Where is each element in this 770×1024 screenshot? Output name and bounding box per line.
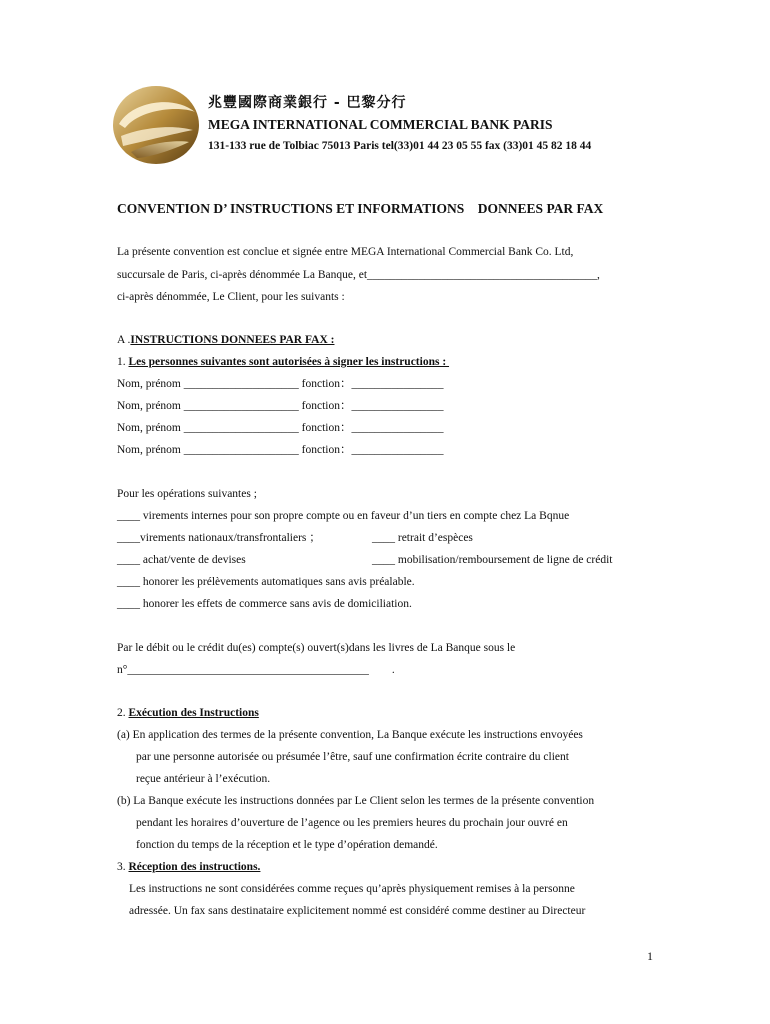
intro-line-3: ci-après dénommée, Le Client, pour les suivants : <box>117 291 345 303</box>
item-1-heading <box>117 355 449 369</box>
section-3-line: adressée. Un fax sans destinataire explicitement nommé est considéré comme destiner au Directeur <box>129 905 586 917</box>
section-3-heading <box>117 860 260 874</box>
item-1-title: Les personnes suivantes sont autorisées à signer les instructions : <box>128 356 450 368</box>
section-2-heading <box>117 706 259 720</box>
operation-item-right: ____ retrait d’espèces <box>372 532 473 544</box>
operations-intro: Pour les opérations suivantes ; <box>117 488 257 500</box>
intro-line-2: succursale de Paris, ci-après dénommée La Banque, et________________________________________, <box>117 269 600 281</box>
account-line-1: Par le débit ou le crédit du(es) compte(s) ouvert(s)dans les livres de La Banque sous le <box>117 642 516 654</box>
operation-item: ____virements nationaux/transfrontaliers ； <box>117 532 321 544</box>
operation-item: ____ virements internes pour son propre compte ou en faveur d’un tiers en compte chez La Bqnue <box>117 510 570 522</box>
bank-name-chinese: 兆豐國際商業銀行 - 巴黎分行 <box>208 95 407 111</box>
signer-line: Nom, prénom ____________________ fonction：________________ <box>117 400 444 412</box>
bank-logo-icon <box>111 84 201 166</box>
operation-item: ____ honorer les effets de commerce sans avis de domiciliation. <box>117 598 412 610</box>
section-2-line: (b) La Banque exécute les instructions données par Le Client selon les termes de la présente convention <box>117 795 595 807</box>
operation-item-right: ____ mobilisation/remboursement de ligne de crédit <box>372 554 613 566</box>
signer-line: Nom, prénom ____________________ fonction：________________ <box>117 378 444 390</box>
bank-name-english: MEGA INTERNATIONAL COMMERCIAL BANK PARIS <box>208 117 553 132</box>
section-2-prefix: 2. <box>117 707 129 719</box>
section-a-title: INSTRUCTIONS DONNEES PAR FAX : <box>130 334 335 346</box>
section-2-line: (a) En application des termes de la présente convention, La Banque exécute les instructions envoyées <box>117 729 583 741</box>
page-number: 1 <box>647 949 653 963</box>
section-3-prefix: 3. <box>117 861 129 873</box>
section-2-line: fonction du temps de la réception et le type d’opération demandé. <box>136 839 438 851</box>
section-3-line: Les instructions ne sont considérées comme reçues qu’après physiquement remises à la personne <box>129 883 575 895</box>
operation-item: ____ achat/vente de devises <box>117 554 246 566</box>
document-title: CONVENTION D’ INSTRUCTIONS ET INFORMATIONS DONNEES PAR FAX <box>117 201 604 216</box>
section-a-prefix: A . <box>117 334 131 346</box>
item-1-prefix: 1. <box>117 356 129 368</box>
operation-item: ____ honorer les prélèvements automatiques sans avis préalable. <box>117 576 415 588</box>
section-2-title: Exécution des Instructions <box>128 707 259 719</box>
bank-address: 131-133 rue de Tolbiac 75013 Paris tel(33)01 44 23 05 55 fax (33)01 45 82 18 44 <box>208 140 592 152</box>
signer-line: Nom, prénom ____________________ fonction：________________ <box>117 444 444 456</box>
section-2-line: par une personne autorisée ou présumée l’être, sauf une confirmation écrite contraire du client <box>136 751 569 763</box>
section-2-line: pendant les horaires d’ouverture de l’agence ou les premiers heures du prochain jour ouvré en <box>136 817 568 829</box>
account-line-2: n°__________________________________________ . <box>117 664 395 676</box>
signer-line: Nom, prénom ____________________ fonction：________________ <box>117 422 444 434</box>
section-a-heading <box>117 333 334 347</box>
intro-line-1: La présente convention est conclue et signée entre MEGA International Commercial Bank Co. Ltd, <box>117 246 574 258</box>
section-2-line: reçue antérieur à l’exécution. <box>136 773 271 785</box>
section-3-title: Réception des instructions. <box>128 861 261 873</box>
